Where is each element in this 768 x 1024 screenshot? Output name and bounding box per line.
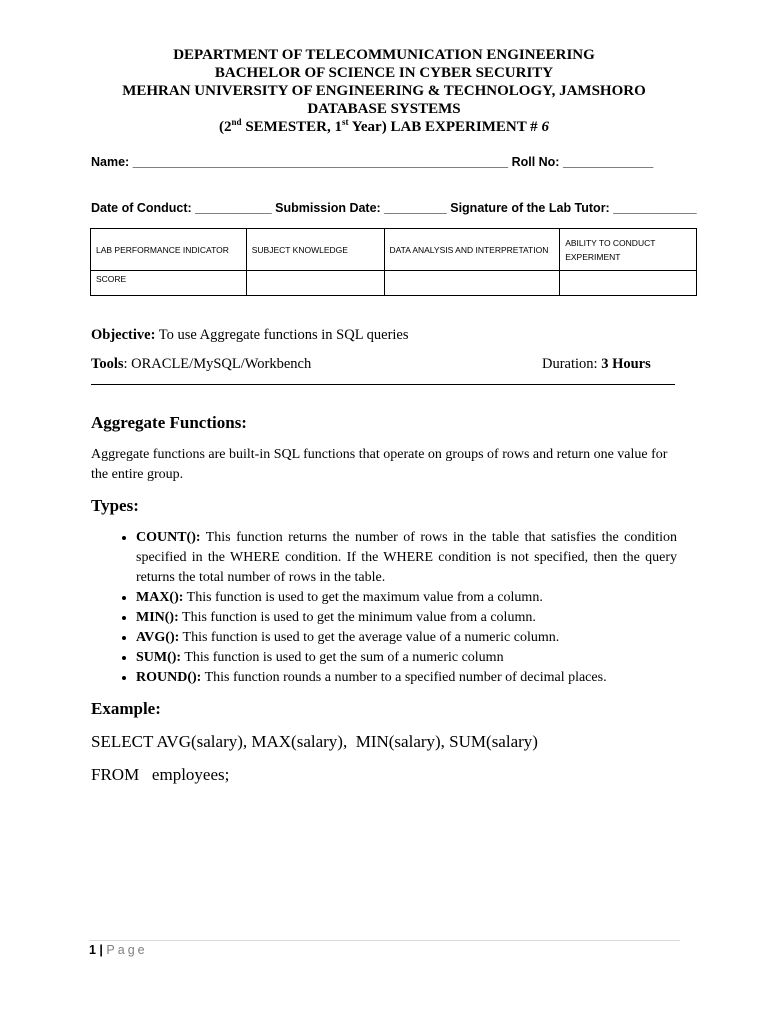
name-label: Name: [91, 155, 133, 169]
dates-signature-row [91, 201, 697, 215]
table-header-cell: SUBJECT KNOWLEDGE [246, 229, 384, 271]
duration-value: 3 Hours [601, 356, 651, 372]
table-header-row [91, 229, 697, 271]
roll-field[interactable]: _____________ [562, 155, 654, 169]
list-item: • MIN(): This function is used to get the minimum value from a column. [136, 608, 677, 628]
roll-label: Roll No: [508, 155, 563, 169]
experiment-number: 6 [541, 119, 549, 135]
list-item: • MAX(): This function is used to get the maximum value from a column. [136, 588, 677, 608]
example-heading: Example: [91, 699, 161, 718]
course-title: DATABASE SYSTEMS [307, 101, 461, 117]
example-query-line-1: SELECT AVG(salary), MAX(salary), MIN(salary), SUM(salary) [91, 732, 538, 751]
experiment-title: (2nd SEMESTER, 1st Year) LAB EXPERIMENT # 6 [219, 117, 549, 135]
page-label: Page [106, 943, 148, 957]
section-divider [91, 384, 675, 385]
objective-label: Objective: [91, 327, 156, 343]
duration-line [542, 356, 651, 373]
aggregate-heading: Aggregate Functions: [91, 413, 247, 432]
submission-date-field[interactable]: _________ [384, 201, 447, 215]
tools-text: : ORACLE/MySQL/Workbench [123, 356, 312, 372]
list-item: • SUM(): This function is used to get the sum of a numeric column [136, 648, 677, 668]
table-header-cell: ABILITY TO CONDUCT EXPERIMENT [560, 229, 697, 271]
performance-table [90, 228, 697, 296]
page-footer [89, 943, 148, 957]
aggregate-description: Aggregate functions are built-in SQL functions that operate on groups of rows and return one value for the entire group. [91, 447, 668, 482]
tools-label: Tools [91, 356, 124, 372]
page-separator: | [95, 943, 107, 957]
name-field[interactable]: ______________________________________________________ [132, 155, 509, 169]
types-heading: Types: [91, 496, 139, 515]
list-item: • ROUND(): This function rounds a number to a specified number of decimal places. [136, 668, 677, 688]
example-query-line-2: FROM employees; [91, 765, 230, 784]
page-number: 1 [89, 943, 96, 957]
signature-label: Signature of the Lab Tutor: [446, 201, 614, 215]
signature-field[interactable]: ____________ [613, 201, 697, 215]
table-header-cell: DATA ANALYSIS AND INTERPRETATION [384, 229, 560, 271]
score-cell[interactable] [246, 271, 384, 296]
footer-divider [89, 940, 680, 941]
score-cell[interactable] [384, 271, 560, 296]
types-list [91, 528, 677, 688]
score-cell[interactable] [560, 271, 697, 296]
table-row [91, 271, 697, 296]
duration-label: Duration: [542, 356, 602, 372]
name-roll-row [91, 155, 653, 169]
objective-line [91, 327, 409, 344]
university-title: MEHRAN UNIVERSITY OF ENGINEERING & TECHNOLOGY, JAMSHORO [122, 83, 646, 99]
list-item: • AVG(): This function is used to get the average value of a numeric column. [136, 628, 677, 648]
document-header [0, 46, 768, 136]
conduct-date-field[interactable]: ___________ [195, 201, 272, 215]
score-label-cell: SCORE [91, 271, 247, 296]
department-title: DEPARTMENT OF TELECOMMUNICATION ENGINEERING [173, 47, 595, 63]
submission-date-label: Submission Date: [271, 201, 385, 215]
conduct-date-label: Date of Conduct: [91, 201, 196, 215]
objective-text: To use Aggregate functions in SQL queries [155, 327, 409, 343]
program-title: BACHELOR OF SCIENCE IN CYBER SECURITY [214, 65, 554, 81]
table-header-cell: LAB PERFORMANCE INDICATOR [91, 229, 247, 271]
tools-line [91, 356, 311, 373]
list-item: • COUNT(): This function returns the number of rows in the table that satisfies the condition specified in the WHERE condition. If the WHERE condition is not specified, then the query returns the total number of rows in the table. [136, 528, 677, 588]
